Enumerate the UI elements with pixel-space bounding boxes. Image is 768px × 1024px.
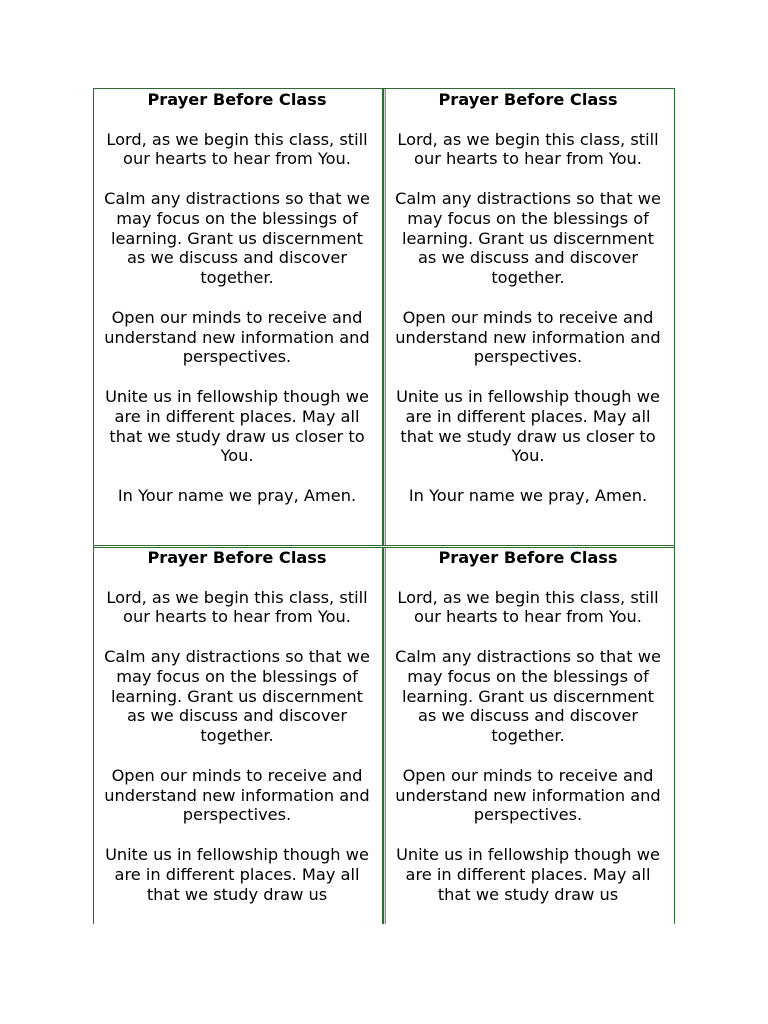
column-divider (382, 89, 386, 924)
card-paragraph: Open our minds to receive and understand new information and perspectives. (104, 307, 370, 367)
card-paragraph: Open our minds to receive and understand new information and perspectives. (104, 765, 370, 825)
card-title: Prayer Before Class (147, 548, 327, 567)
card-paragraph: Calm any distractions so that we may focus on the blessings of learning. Grant us discernment as we discuss and discover together. (104, 646, 370, 746)
card-paragraph: Calm any distractions so that we may focus on the blessings of learning. Grant us discernment as we discuss and discover together. (395, 188, 661, 288)
prayer-card-top-right (385, 90, 671, 545)
card-paragraph: Open our minds to receive and understand new information and perspectives. (395, 307, 661, 367)
prayer-card-bottom-left (94, 548, 380, 924)
card-title: Prayer Before Class (438, 548, 618, 567)
card-paragraph: Unite us in fellowship though we are in different places. May all that we study draw us (396, 844, 660, 904)
prayer-card-table (93, 88, 675, 924)
card-paragraph: Unite us in fellowship though we are in different places. May all that we study draw us closer to You. (105, 386, 369, 466)
row-divider (94, 545, 674, 548)
card-paragraph: Lord, as we begin this class, still our hearts to hear from You. (106, 129, 368, 169)
card-paragraph: Lord, as we begin this class, still our hearts to hear from You. (397, 129, 659, 169)
card-paragraph: In Your name we pray, Amen. (408, 485, 648, 505)
card-title: Prayer Before Class (438, 90, 618, 109)
card-title: Prayer Before Class (147, 90, 327, 109)
card-paragraph: Lord, as we begin this class, still our hearts to hear from You. (397, 587, 659, 627)
card-paragraph: In Your name we pray, Amen. (117, 485, 357, 505)
card-paragraph: Unite us in fellowship though we are in different places. May all that we study draw us (105, 844, 369, 904)
card-paragraph: Calm any distractions so that we may focus on the blessings of learning. Grant us discernment as we discuss and discover together. (395, 646, 661, 746)
card-paragraph: Unite us in fellowship though we are in different places. May all that we study draw us closer to You. (396, 386, 660, 466)
card-paragraph: Calm any distractions so that we may focus on the blessings of learning. Grant us discernment as we discuss and discover together. (104, 188, 370, 288)
prayer-card-bottom-right (385, 548, 671, 924)
card-paragraph: Open our minds to receive and understand new information and perspectives. (395, 765, 661, 825)
card-paragraph: Lord, as we begin this class, still our hearts to hear from You. (106, 587, 368, 627)
prayer-card-top-left (94, 90, 380, 545)
